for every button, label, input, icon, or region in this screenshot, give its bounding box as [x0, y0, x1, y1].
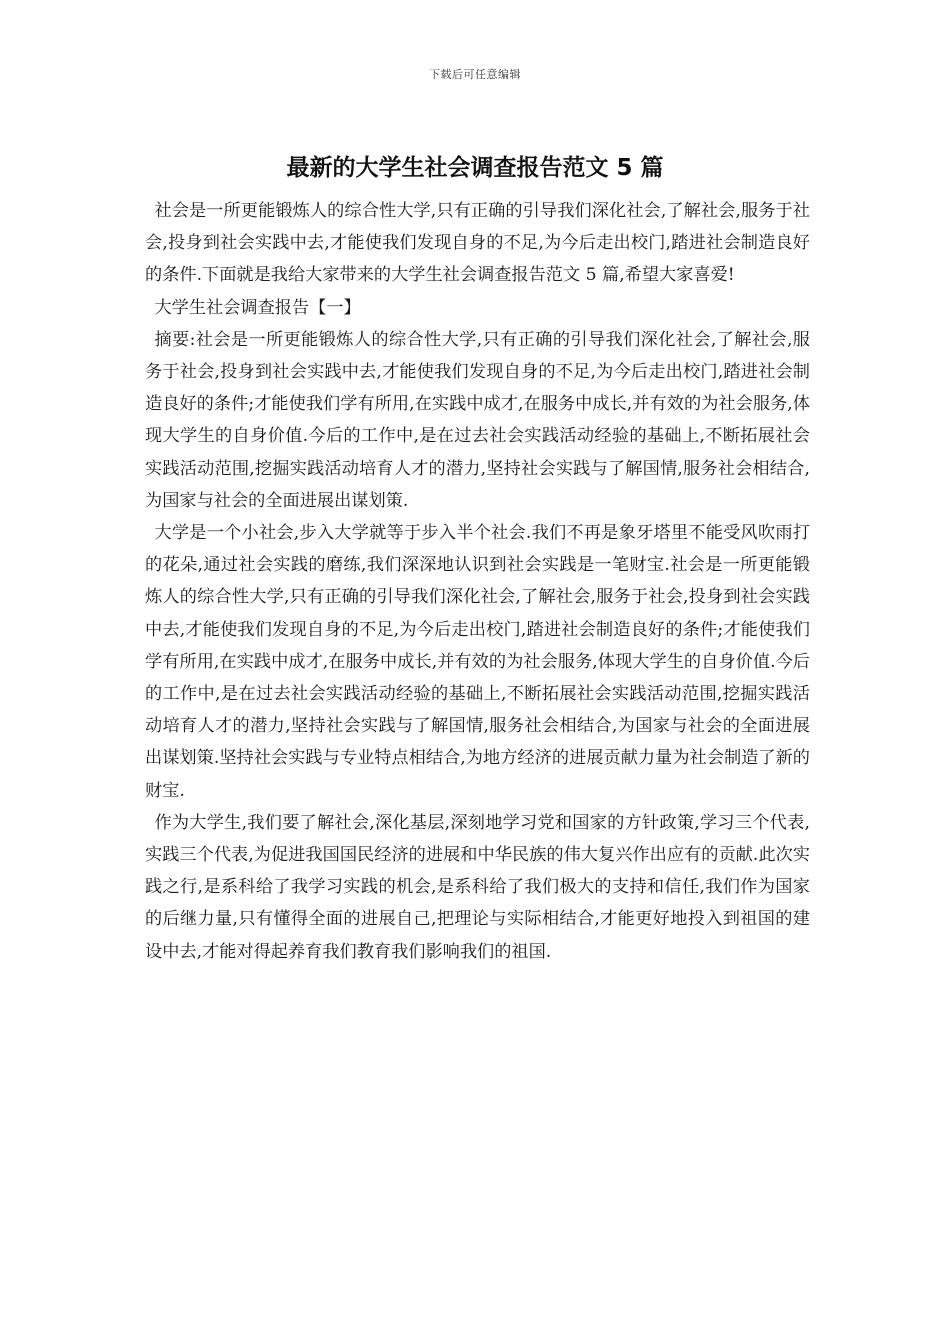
- intro-paragraph: 社会是一所更能锻炼人的综合性大学,只有正确的引导我们深化社会,了解社会,服务于社会,投身到社会实践中去,才能使我们发现自身的不足,为今后走出校门,踏进社会制造良好的条件.下面就是我给大家带来的大学生社会调查报告范文 5 篇,希望大家喜爱!: [145, 201, 810, 286]
- abstract-paragraph: 摘要:社会是一所更能锻炼人的综合性大学,只有正确的引导我们深化社会,了解社会,服务于社会,投身到社会实践中去,才能使我们发现自身的不足,为今后走出校门,踏进社会制造良好的条件;才能使我们学有所用,在实践中成才,在服务中成长,并有效的为社会服务,体现大学生的自身价值.今后的工作中,是在过去社会实践活动经验的基础上,不断拓展社会实践活动范围,挖掘实践活动培育人才的潜力,坚持社会实践与了解国情,服务社会相结合,为国家与社会的全面进展出谋划策.: [145, 329, 810, 511]
- section-heading: 大学生社会调查报告【一】: [154, 297, 361, 318]
- document-body: [145, 195, 810, 968]
- body-paragraph: 作为大学生,我们要了解社会,深化基层,深刻地学习党和国家的方针政策,学习三个代表,实践三个代表,为促进我国国民经济的进展和中华民族的伟大复兴作出应有的贡献.此次实践之行,是系科给了我学习实践的机会,是系科给了我们极大的支持和信任,我们作为国家的后继力量,只有懂得全面的进展自己,把理论与实际相结合,才能更好地投入到祖国的建设中去,才能对得起养育我们教育我们影响我们的祖国.: [145, 812, 810, 962]
- page-header-note: 下载后可任意编辑: [429, 68, 521, 81]
- document-title: 最新的大学生社会调查报告范文 5 篇: [286, 155, 664, 181]
- body-paragraph: 大学是一个小社会,步入大学就等于步入半个社会.我们不再是象牙塔里不能受风吹雨打的花朵,通过社会实践的磨练,我们深深地认识到社会实践是一笔财宝.社会是一所更能锻炼人的综合性大学,只有正确的引导我们深化社会,了解社会,服务于社会,投身到社会实践中去,才能使我们发现自身的不足,为今后走出校门,踏进社会制造良好的条件;才能使我们学有所用,在实践中成才,在服务中成长,并有效的为社会服务,体现大学生的自身价值.今后的工作中,是在过去社会实践活动经验的基础上,不断拓展社会实践活动范围,挖掘实践活动培育人才的潜力,坚持社会实践与了解国情,服务社会相结合,为国家与社会的全面进展出谋划策.坚持社会实践与专业特点相结合,为地方经济的进展贡献力量为社会制造了新的财宝.: [145, 523, 810, 801]
